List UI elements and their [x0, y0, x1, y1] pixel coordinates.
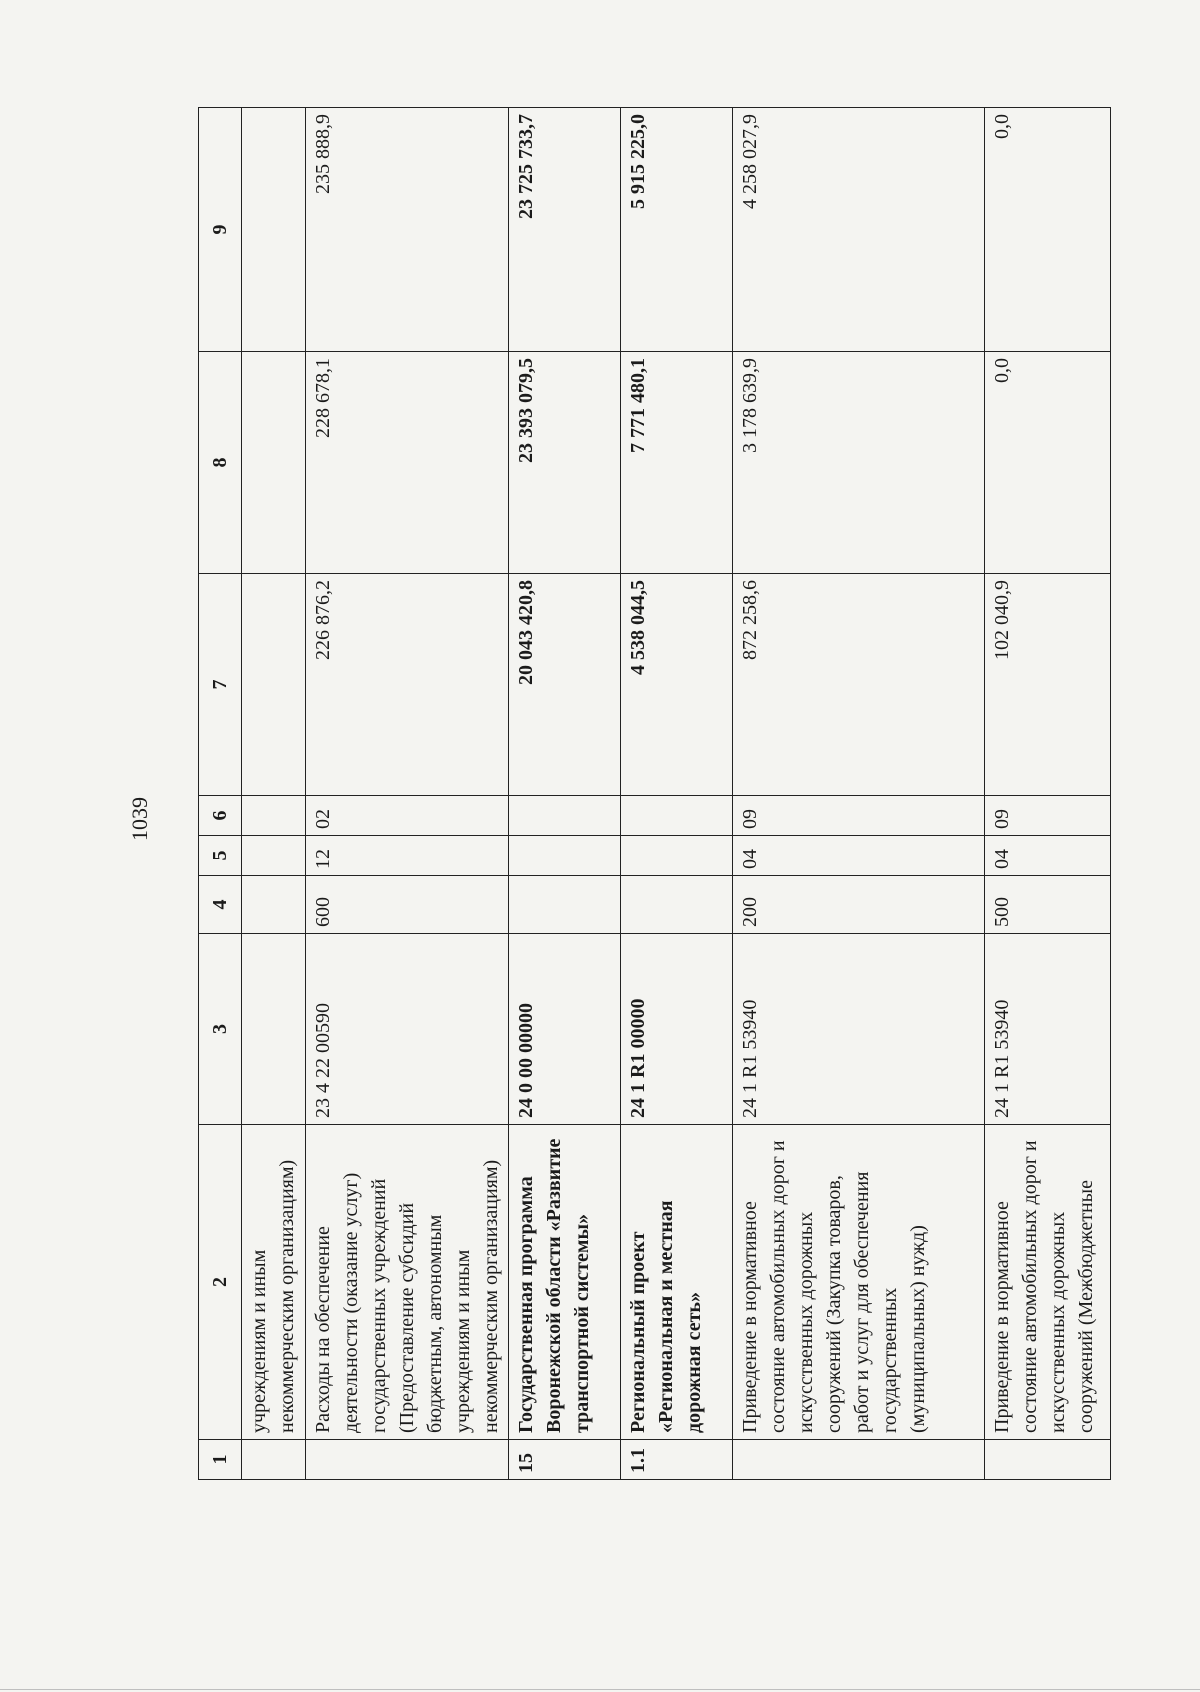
cell-value-2025: 5 915 225,0: [621, 108, 733, 352]
cell-row-number: 15: [509, 1440, 621, 1480]
cell-row-number: [733, 1440, 985, 1480]
cell-target-code: 24 1 R1 00000: [621, 934, 733, 1125]
header-cell-9: 9: [199, 108, 242, 352]
cell-value-2025: 235 888,9: [306, 108, 509, 352]
cell-section: 04: [985, 836, 1111, 876]
cell-subsection: 09: [733, 796, 985, 836]
cell-description: Приведение в нормативное состояние автомобильных дорог и искусственных дорожных сооружений (Закупка товаров, работ и услуг для обеспечения государственных (муниципальных) нужд): [733, 1125, 985, 1440]
cell-subsection: [621, 796, 733, 836]
table-row: [306, 108, 509, 1480]
cell-value-2025: 23 725 733,7: [509, 108, 621, 352]
budget-table-rotated: [198, 108, 1100, 1480]
cell-value-2023: [242, 574, 306, 796]
cell-target-code: 24 0 00 00000: [509, 934, 621, 1125]
cell-target-code: 23 4 22 00590: [306, 934, 509, 1125]
cell-subsection: [509, 796, 621, 836]
page-number: 1039: [127, 797, 152, 841]
cell-description: Региональный проект «Региональная и местная дорожная сеть»: [621, 1125, 733, 1440]
cell-description: Расходы на обеспечение деятельности (оказание услуг) государственных учреждений (Предоставление субсидий бюджетным, автономным учреждениям и иным некоммерческим организациям): [306, 1125, 509, 1440]
table-row: [242, 108, 306, 1480]
cell-target-code: [242, 934, 306, 1125]
cell-description: учреждениям и иным некоммерческим организациям): [242, 1125, 306, 1440]
header-cell-3: 3: [199, 934, 242, 1125]
cell-value-2023: 20 043 420,8: [509, 574, 621, 796]
cell-section: 12: [306, 836, 509, 876]
cell-value-2025: [242, 108, 306, 352]
budget-table: [198, 107, 1111, 1480]
cell-value-2024: 3 178 639,9: [733, 352, 985, 574]
cell-section: [509, 836, 621, 876]
table-row: [621, 108, 733, 1480]
cell-subsection: 02: [306, 796, 509, 836]
cell-section: [242, 836, 306, 876]
scan-edge-line: [0, 1689, 1200, 1690]
cell-row-number: [985, 1440, 1111, 1480]
header-cell-7: 7: [199, 574, 242, 796]
cell-subsection: [242, 796, 306, 836]
cell-row-number: 1.1: [621, 1440, 733, 1480]
cell-value-2024: 228 678,1: [306, 352, 509, 574]
cell-target-code: 24 1 R1 53940: [985, 934, 1111, 1125]
cell-value-2024: 23 393 079,5: [509, 352, 621, 574]
header-cell-5: 5: [199, 836, 242, 876]
cell-value-2024: [242, 352, 306, 574]
cell-expense-type: 600: [306, 876, 509, 934]
cell-value-2023: 226 876,2: [306, 574, 509, 796]
header-cell-8: 8: [199, 352, 242, 574]
cell-row-number: [306, 1440, 509, 1480]
cell-expense-type: 500: [985, 876, 1111, 934]
cell-description: Государственная программа Воронежской области «Развитие транспортной системы»: [509, 1125, 621, 1440]
cell-value-2023: 4 538 044,5: [621, 574, 733, 796]
cell-value-2023: 102 040,9: [985, 574, 1111, 796]
header-cell-4: 4: [199, 876, 242, 934]
cell-value-2025: 4 258 027,9: [733, 108, 985, 352]
cell-value-2024: 0,0: [985, 352, 1111, 574]
table-row: [733, 108, 985, 1480]
cell-expense-type: [242, 876, 306, 934]
cell-section: [621, 836, 733, 876]
header-cell-2: 2: [199, 1125, 242, 1440]
cell-section: 04: [733, 836, 985, 876]
cell-description: Приведение в нормативное состояние автомобильных дорог и искусственных дорожных сооружений (Межбюджетные: [985, 1125, 1111, 1440]
cell-expense-type: 200: [733, 876, 985, 934]
cell-subsection: 09: [985, 796, 1111, 836]
header-cell-1: 1: [199, 1440, 242, 1480]
cell-row-number: [242, 1440, 306, 1480]
cell-target-code: 24 1 R1 53940: [733, 934, 985, 1125]
header-row: [199, 108, 242, 1480]
table-row: [985, 108, 1111, 1480]
cell-value-2024: 7 771 480,1: [621, 352, 733, 574]
cell-expense-type: [509, 876, 621, 934]
table-row: [509, 108, 621, 1480]
cell-expense-type: [621, 876, 733, 934]
header-cell-6: 6: [199, 796, 242, 836]
cell-value-2023: 872 258,6: [733, 574, 985, 796]
cell-value-2025: 0,0: [985, 108, 1111, 352]
